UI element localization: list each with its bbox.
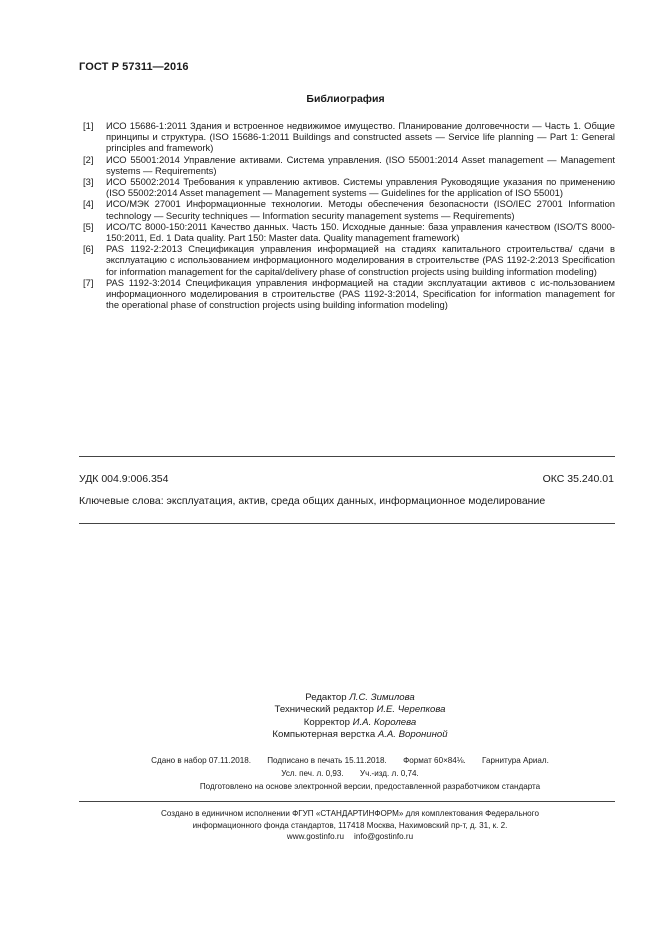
publisher-site[interactable]: www.gostinfo.ru xyxy=(286,832,345,842)
entry-number: [6] xyxy=(83,243,94,255)
oks-code: ОКС 35.240.01 xyxy=(542,473,614,485)
publisher-sheets: Уч.-изд. л. 0,74. xyxy=(359,768,419,778)
entry-text: ИСО/МЭК 27001 Информационные технологии. Методы обеспечения безопасности (ISO/IEC 27001 Information technology — Security techniques — Information security management systems — Requirements) xyxy=(106,198,615,221)
entry-text: ИСО/TC 8000-150:2011 Качество данных. Часть 150. Исходные данные: база управления качеством (ISO/TS 8000-150:2011, Ed. 1 Data quality. Part 150: Master data. Quality management framework) xyxy=(106,220,615,244)
entry-text: ИСО 15686-1:2011 Здания и встроенное недвижимое имущество. Планирование долговечности — Часть 1. Общие принципы и структура. (ISO 15686-1:2011 Buildings and constructed assets — Service life planning — Part 1: General principles and framework) xyxy=(106,120,615,154)
divider-top xyxy=(79,456,615,457)
publisher-line-2: информационного фонда стандартов, 117418 Москва, Нахимовский пр-т, д. 31, к. 2. xyxy=(192,820,508,830)
credit-label: Технический редактор xyxy=(274,704,374,716)
publisher-line-1: Создано в единичном исполнении ФГУП «СТАНДАРТИНФОРМ» для комплектования Федерального xyxy=(161,809,539,818)
bibliography-entry xyxy=(83,198,615,220)
credit-tech-editor xyxy=(190,704,530,716)
credit-layout xyxy=(190,729,530,741)
entry-text: PAS 1192-3:2014 Спецификация управления информацией на стадии эксплуатации активов с ис-пользованием информационного моделирования в строительстве (PAS 1192-3:2014, Specification for information management for the operational phase of construction projects using building information modeling) xyxy=(106,276,615,311)
credit-label: Корректор xyxy=(303,716,350,728)
entry-text: ИСО 55002:2014 Требования к управлению активов. Системы управления Руководящие указания по применению (ISO 55002:2014 Asset management — Management systems — Guidelines for the application of ISO 55001) xyxy=(106,176,615,199)
credit-name: А.А. Ворониной xyxy=(377,729,448,741)
bibliography-entry xyxy=(83,243,615,277)
bibliography-entry xyxy=(83,277,615,311)
entry-number: [4] xyxy=(83,198,94,210)
imprint-line-1 xyxy=(100,755,600,768)
credit-name: И.Е. Черепкова xyxy=(376,704,446,716)
entry-number: [2] xyxy=(83,153,94,165)
credit-name: Л.С. Зимилова xyxy=(349,692,415,703)
credit-name: И.А. Королева xyxy=(352,716,417,728)
publisher-email[interactable]: info@gostinfo.ru xyxy=(354,832,414,842)
entry-number: [3] xyxy=(83,176,94,188)
bibliography-list xyxy=(83,120,615,310)
imprint-block xyxy=(100,755,600,780)
bibliography-entry xyxy=(83,221,615,243)
credit-label: Компьютерная верстка xyxy=(272,729,376,741)
paper-format: Формат 60×84⅛. xyxy=(403,756,466,765)
bibliography-entry xyxy=(83,154,615,176)
credit-editor xyxy=(190,692,530,704)
credits-block xyxy=(190,692,530,742)
bibliography-title: Библиография xyxy=(306,93,385,105)
credit-corrector xyxy=(190,717,530,729)
typeface: Гарнитура Ариал. xyxy=(482,756,549,765)
divider-publisher xyxy=(79,801,615,802)
entry-number: [5] xyxy=(83,220,94,232)
prepared-note: Подготовлено на основе электронной версии, предоставленной разработчиком стандарта xyxy=(199,782,541,791)
document-code: ГОСТ Р 57311—2016 xyxy=(79,61,189,73)
entry-text: PAS 1192-2:2013 Спецификация управления информацией на стадиях капитального строительства/ сдачи в эксплуатацию с использованием информационного моделирования в строительстве (PAS 1192-2:2013 Specification for information management for the capital/delivery phase of construction projects using building information modeling) xyxy=(106,243,615,277)
keywords: Ключевые слова: эксплуатация, актив, среда общих данных, информационное моделирование xyxy=(79,495,546,507)
credit-label: Редактор xyxy=(305,692,347,703)
entry-number: [7] xyxy=(83,276,94,288)
imprint-line-2 xyxy=(100,768,600,781)
submitted-date: Сдано в набор 07.11.2018. xyxy=(151,756,251,765)
print-sheets: Усл. печ. л. 0,93. xyxy=(281,768,344,778)
publisher-block xyxy=(120,808,580,843)
publisher-contacts xyxy=(120,831,580,843)
entry-number: [1] xyxy=(83,120,94,131)
entry-text: ИСО 55001:2014 Управление активами. Система управления. (ISO 55001:2014 Asset management — Management systems — Requirements) xyxy=(106,153,615,176)
bibliography-entry xyxy=(83,120,615,154)
bibliography-entry xyxy=(83,176,615,198)
signed-date: Подписано в печать 15.11.2018. xyxy=(267,756,387,765)
divider-bottom xyxy=(79,523,615,524)
udk-code: УДК 004.9:006.354 xyxy=(79,473,169,485)
